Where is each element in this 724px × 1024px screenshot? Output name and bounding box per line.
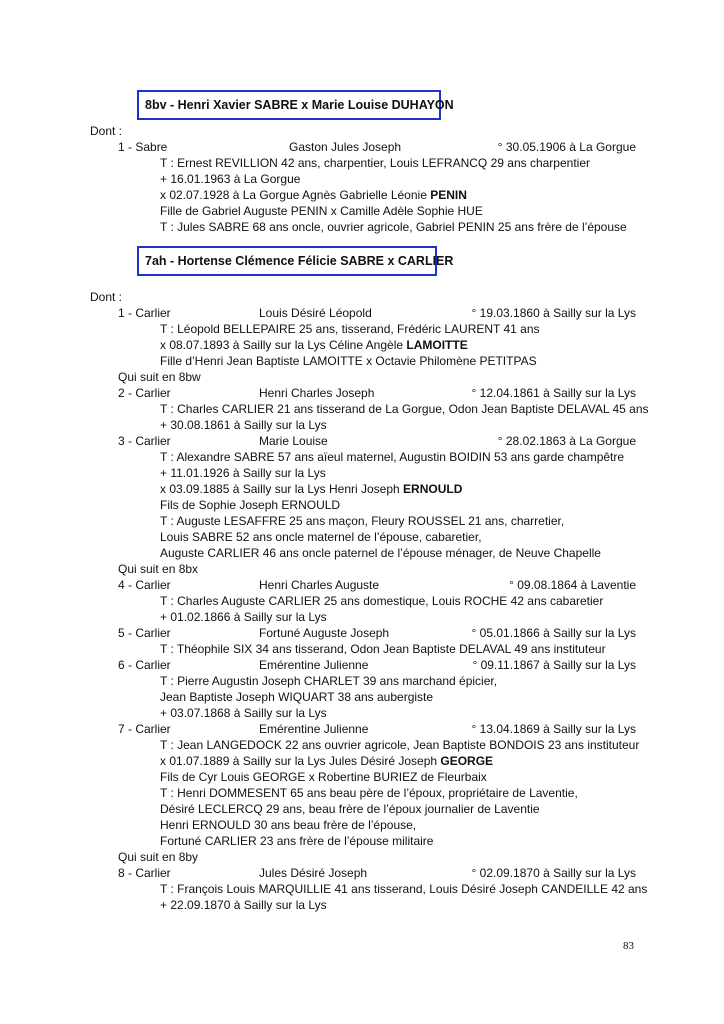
witness-line: T : Henri DOMMESENT 65 ans beau père de l’époux, propriétaire de Laventie, bbox=[160, 786, 578, 800]
spouse-surname: GEORGE bbox=[440, 754, 494, 768]
child-birth: ° 05.01.1866 à Sailly sur la Lys bbox=[471, 626, 636, 640]
child-given-names: Jules Désiré Joseph bbox=[259, 866, 368, 880]
child-birth: ° 09.11.1867 à Sailly sur la Lys bbox=[472, 658, 636, 672]
child-given-names: Emérentine Julienne bbox=[259, 658, 369, 672]
death-line: + 16.01.1963 à La Gorgue bbox=[160, 172, 301, 186]
child-entry-number: 1 - Sabre bbox=[118, 140, 168, 154]
page-number: 83 bbox=[623, 940, 634, 952]
follow-reference: Qui suit en 8bw bbox=[118, 370, 201, 384]
dont-label: Dont : bbox=[90, 290, 123, 304]
witness-line: T : Ernest REVILLION 42 ans, charpentier, Louis LEFRANCQ 29 ans charpentier bbox=[160, 156, 590, 170]
witness-line: Désiré LECLERCQ 29 ans, beau frère de l’époux journalier de Laventie bbox=[160, 802, 540, 816]
marriage-line bbox=[160, 481, 462, 497]
child-entry-number: 8 - Carlier bbox=[118, 866, 171, 880]
section-heading-box-7ah: 7ah - Hortense Clémence Félicie SABRE x CARLIER bbox=[137, 246, 437, 276]
section-heading-box-8bv: 8bv - Henri Xavier SABRE x Marie Louise DUHAYON bbox=[137, 90, 441, 120]
death-line: + 11.01.1926 à Sailly sur la Lys bbox=[160, 466, 326, 480]
child-given-names: Louis Désiré Léopold bbox=[259, 306, 372, 320]
spouse-surname: LAMOITTE bbox=[406, 338, 468, 352]
death-line: + 01.02.1866 à Sailly sur la Lys bbox=[160, 610, 327, 624]
child-birth: ° 09.08.1864 à Laventie bbox=[509, 578, 636, 592]
marriage-line bbox=[160, 187, 467, 203]
child-birth: ° 30.05.1906 à La Gorgue bbox=[497, 140, 636, 154]
follow-reference: Qui suit en 8by bbox=[118, 850, 199, 864]
witness-line: T : Auguste LESAFFRE 25 ans maçon, Fleury ROUSSEL 21 ans, charretier, bbox=[160, 514, 565, 528]
child-entry-number: 7 - Carlier bbox=[118, 722, 171, 736]
child-given-names: Henri Charles Auguste bbox=[259, 578, 380, 592]
dont-label: Dont : bbox=[90, 124, 123, 138]
parents-line: Fille d’Henri Jean Baptiste LAMOITTE x Octavie Philomène PETITPAS bbox=[160, 354, 537, 368]
witness-line: T : Léopold BELLEPAIRE 25 ans, tisserand, Frédéric LAURENT 41 ans bbox=[160, 322, 540, 336]
witness-line: Fortuné CARLIER 23 ans frère de l’épouse militaire bbox=[160, 834, 434, 848]
witness-line: Auguste CARLIER 46 ans oncle paternel de l’épouse ménager, de Neuve Chapelle bbox=[160, 546, 601, 560]
witness-line: T : François Louis MARQUILLIE 41 ans tisserand, Louis Désiré Joseph CANDEILLE 42 ans bbox=[160, 882, 648, 896]
child-given-names: Fortuné Auguste Joseph bbox=[259, 626, 390, 640]
child-entry-number: 5 - Carlier bbox=[118, 626, 171, 640]
witness-line: T : Jean LANGEDOCK 22 ans ouvrier agricole, Jean Baptiste BONDOIS 23 ans instituteur bbox=[160, 738, 640, 752]
death-line: + 30.08.1861 à Sailly sur la Lys bbox=[160, 418, 327, 432]
child-birth: ° 02.09.1870 à Sailly sur la Lys bbox=[471, 866, 636, 880]
spouse-surname: PENIN bbox=[430, 188, 467, 202]
marriage-text: x 03.09.1885 à Sailly sur la Lys Henri Joseph bbox=[160, 482, 404, 496]
marriage-text: x 02.07.1928 à La Gorgue Agnès Gabrielle Léonie bbox=[160, 188, 431, 202]
child-entry-number: 4 - Carlier bbox=[118, 578, 171, 592]
child-given-names: Marie Louise bbox=[259, 434, 328, 448]
witness-line: T : Théophile SIX 34 ans tisserand, Odon Jean Baptiste DELAVAL 49 ans instituteur bbox=[160, 642, 606, 656]
witness-line: T : Pierre Augustin Joseph CHARLET 39 ans marchand épicier, bbox=[160, 674, 498, 688]
parents-line: Fille de Gabriel Auguste PENIN x Camille Adèle Sophie HUE bbox=[160, 204, 483, 218]
witness-line: T : Alexandre SABRE 57 ans aïeul maternel, Augustin BOIDIN 53 ans garde champêtre bbox=[160, 450, 625, 464]
follow-reference: Qui suit en 8bx bbox=[118, 562, 199, 576]
child-entry-number: 3 - Carlier bbox=[118, 434, 171, 448]
child-birth: ° 12.04.1861 à Sailly sur la Lys bbox=[471, 386, 636, 400]
child-given-names: Gaston Jules Joseph bbox=[289, 140, 402, 154]
witness-line: Jean Baptiste Joseph WIQUART 38 ans aubergiste bbox=[160, 690, 434, 704]
parents-line: Fils de Cyr Louis GEORGE x Robertine BURIEZ de Fleurbaix bbox=[160, 770, 487, 784]
witness-line: Louis SABRE 52 ans oncle maternel de l’épouse, cabaretier, bbox=[160, 530, 482, 544]
child-birth: ° 19.03.1860 à Sailly sur la Lys bbox=[471, 306, 636, 320]
parents-line: Fils de Sophie Joseph ERNOULD bbox=[160, 498, 341, 512]
witness-line: T : Charles Auguste CARLIER 25 ans domestique, Louis ROCHE 42 ans cabaretier bbox=[160, 594, 604, 608]
witness-line: Henri ERNOULD 30 ans beau frère de l’épouse, bbox=[160, 818, 417, 832]
witness-line: T : Jules SABRE 68 ans oncle, ouvrier agricole, Gabriel PENIN 25 ans frère de l’épouse bbox=[160, 220, 627, 234]
marriage-line bbox=[160, 753, 493, 769]
marriage-text: x 01.07.1889 à Sailly sur la Lys Jules Désiré Joseph bbox=[160, 754, 441, 768]
marriage-text: x 08.07.1893 à Sailly sur la Lys Céline Angèle bbox=[160, 338, 407, 352]
marriage-line bbox=[160, 337, 468, 353]
child-birth: ° 28.02.1863 à La Gorgue bbox=[497, 434, 636, 448]
child-entry-number: 1 - Carlier bbox=[118, 306, 171, 320]
witness-line: T : Charles CARLIER 21 ans tisserand de La Gorgue, Odon Jean Baptiste DELAVAL 45 ans bbox=[160, 402, 649, 416]
child-entry-number: 6 - Carlier bbox=[118, 658, 171, 672]
child-given-names: Henri Charles Joseph bbox=[259, 386, 375, 400]
child-entry-number: 2 - Carlier bbox=[118, 386, 171, 400]
spouse-surname: ERNOULD bbox=[403, 482, 463, 496]
child-birth: ° 13.04.1869 à Sailly sur la Lys bbox=[471, 722, 636, 736]
child-given-names: Emérentine Julienne bbox=[259, 722, 369, 736]
death-line: + 03.07.1868 à Sailly sur la Lys bbox=[160, 706, 327, 720]
death-line: + 22.09.1870 à Sailly sur la Lys bbox=[160, 898, 327, 912]
